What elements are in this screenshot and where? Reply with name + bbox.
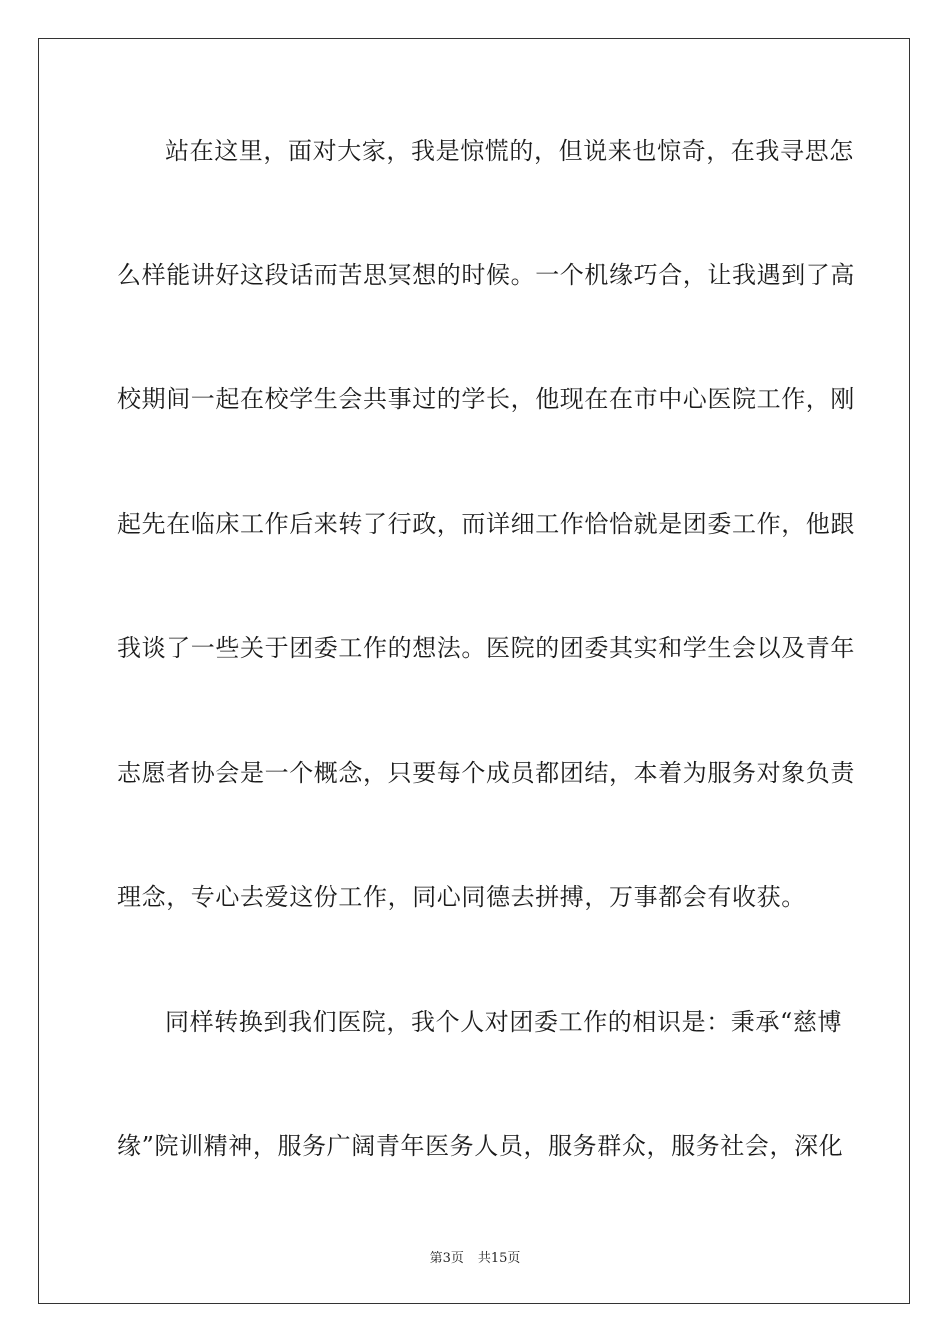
page-border — [38, 38, 910, 1304]
total-pages: 共15页 — [477, 1251, 521, 1266]
paragraph-1-line-1: 站在这里，面对大家，我是惊慌的，但说来也惊奇，在我寻思怎 — [165, 137, 854, 165]
paragraph-1-line-6: 志愿者协会是一个概念，只要每个成员都团结，本着为服务对象负责 — [117, 759, 855, 787]
current-page-number: 第3页 — [429, 1251, 464, 1266]
paragraph-2-line-2: 缘”院训精神，服务广阔青年医务人员，服务群众，服务社会，深化 — [117, 1132, 844, 1160]
paragraph-1-line-2: 么样能讲好这段话而苦思冥想的时候。一个机缘巧合，让我遇到了高 — [117, 261, 855, 289]
page-footer — [0, 1247, 950, 1266]
paragraph-1-line-4: 起先在临床工作后来转了行政，而详细工作恰恰就是团委工作，他跟 — [117, 510, 855, 538]
paragraph-1-line-5: 我谈了一些关于团委工作的想法。医院的团委其实和学生会以及青年 — [117, 634, 855, 662]
paragraph-1-line-7: 理念，专心去爱这份工作，同心同德去拼搏，万事都会有收获。 — [117, 883, 806, 911]
paragraph-2-line-1: 同样转换到我们医院，我个人对团委工作的相识是：秉承“慈博 — [165, 1008, 843, 1036]
paragraph-1-line-3: 校期间一起在校学生会共事过的学长，他现在在市中心医院工作，刚 — [117, 385, 855, 413]
